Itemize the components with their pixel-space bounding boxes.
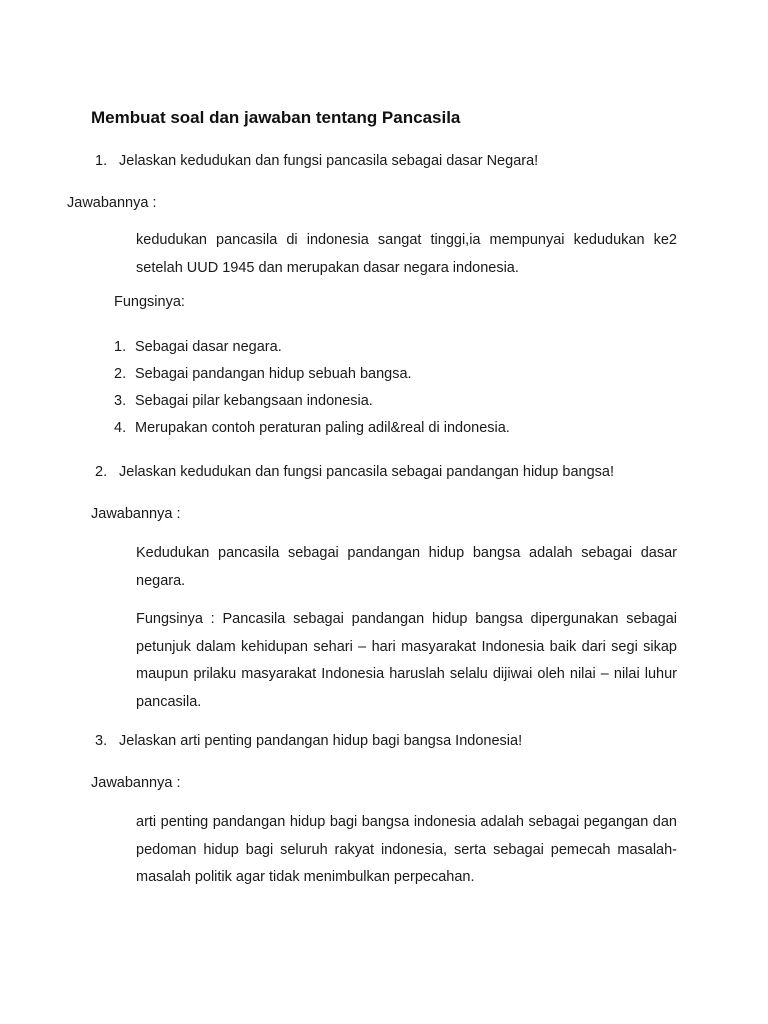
question-1-number: 1.: [95, 153, 108, 169]
answer-3-text: arti penting pandangan hidup bagi bangsa indonesia adalah sebagai pegangan dan pedoman hidup bagi seluruh rakyat indonesia, serta sebagai pemecah masalah-masalah politik agar tidak menimbulkan perpecahan.: [136, 814, 677, 885]
list-item: 2. Sebagai pandangan hidup sebuah bangsa.: [114, 366, 412, 382]
question-2-number: 2.: [95, 464, 108, 480]
functions-1-list: [114, 334, 510, 442]
answer-1-label: Jawabannya :: [67, 195, 157, 211]
question-2: [95, 464, 614, 480]
question-1-text: Jelaskan kedudukan dan fungsi pancasila sebagai dasar Negara!: [119, 153, 539, 169]
page-title: Membuat soal dan jawaban tentang Pancasila: [91, 108, 461, 127]
functions-1-label: Fungsinya:: [114, 294, 185, 310]
question-2-text: Jelaskan kedudukan dan fungsi pancasila sebagai pandangan hidup bangsa!: [119, 464, 615, 480]
answer-2-label: Jawabannya :: [91, 506, 181, 522]
question-3-number: 3.: [95, 733, 108, 749]
question-3-text: Jelaskan arti penting pandangan hidup bagi bangsa Indonesia!: [119, 733, 523, 749]
question-1: [95, 153, 538, 169]
answer-1-text: kedudukan pancasila di indonesia sangat tinggi,ia mempunyai kedudukan ke2 setelah UUD 1945 dan merupakan dasar negara indonesia.: [136, 232, 677, 276]
answer-3-label: Jawabannya :: [91, 775, 181, 791]
list-item: 3. Sebagai pilar kebangsaan indonesia.: [114, 393, 373, 409]
list-item: 4. Merupakan contoh peraturan paling adil&real di indonesia.: [114, 420, 510, 436]
answer-2-functions-text: Fungsinya : Pancasila sebagai pandangan hidup bangsa dipergunakan sebagai petunjuk dalam kehidupan sehari – hari masyarakat Indonesia baik dari segi sikap maupun prilaku masyarakat Indonesia haruslah selalu dijiwai oleh nilai – nilai luhur pancasila.: [136, 611, 677, 710]
list-item: 1. Sebagai dasar negara.: [114, 339, 282, 355]
question-3: [95, 733, 522, 749]
answer-2-text: Kedudukan pancasila sebagai pandangan hidup bangsa adalah sebagai dasar negara.: [136, 545, 677, 589]
